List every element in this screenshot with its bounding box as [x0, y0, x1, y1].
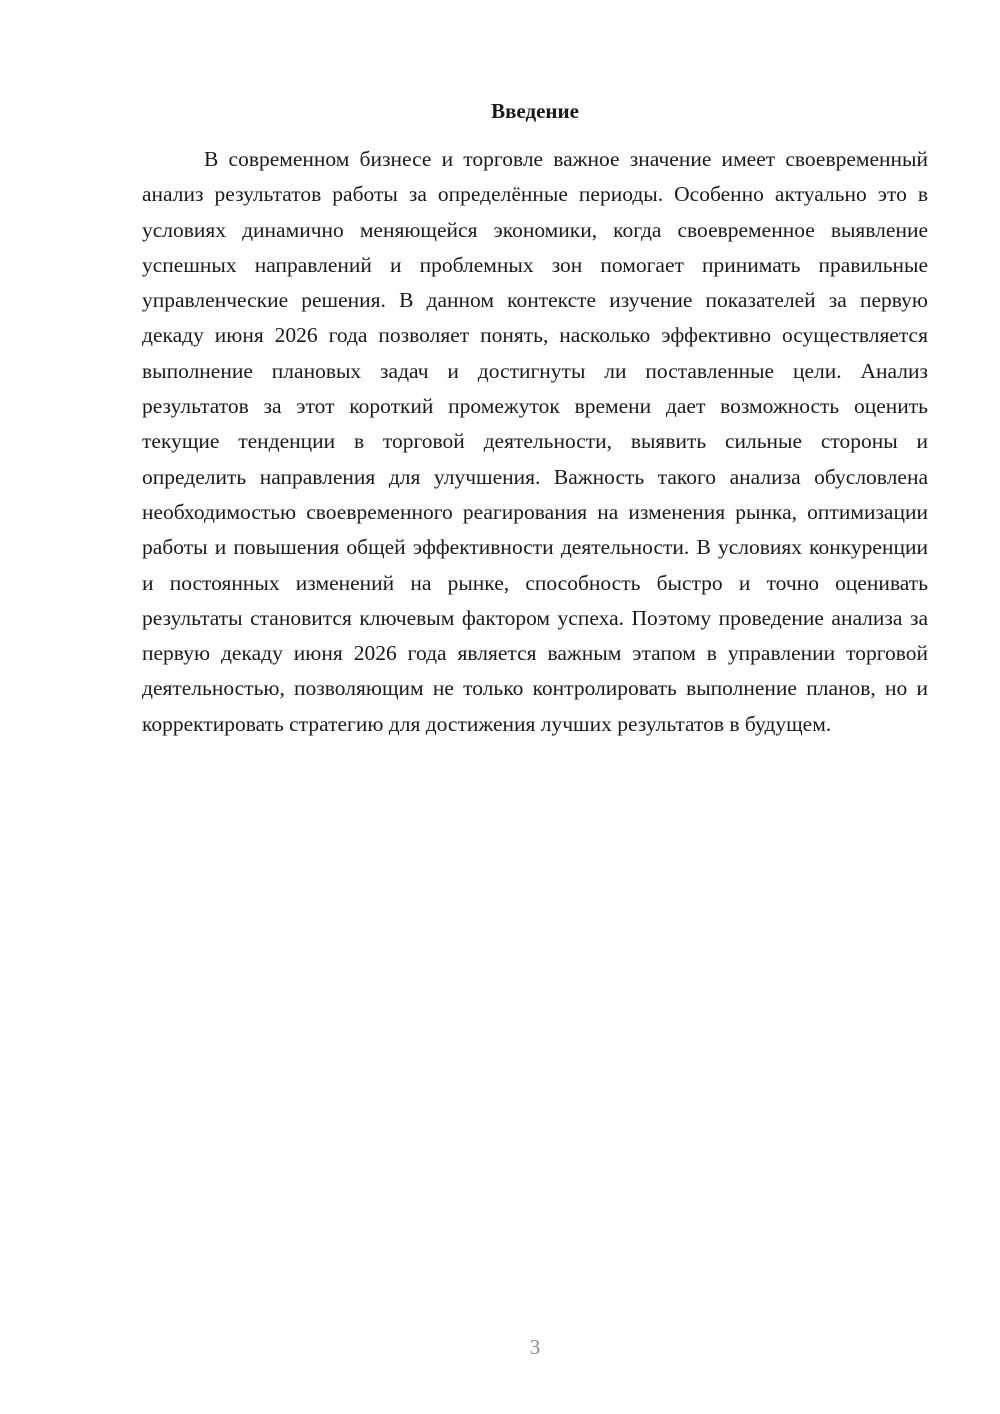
introduction-paragraph: В современном бизнесе и торговле важное значение имеет своевременный анализ результатов работы за определённые периоды. Особенно актуально это в условиях динамично меняющейся экономики, когда своевременное выявление успешных направлений и проблемных зон помогает принимать правильные управленческие решения. В данном контексте изучение показателей за первую декаду июня 2026 года позволяет понять, насколько эффективно осуществляется выполнение плановых задач и достигнуты ли поставленные цели. Анализ результатов за этот короткий промежуток времени дает возможность оценить текущие тенденции в торговой деятельности, выявить сильные стороны и определить направления для улучшения. Важность такого анализа обусловлена необходимостью своевременного реагирования на изменения рынка, оптимизации работы и повышения общей эффективности деятельности. В условиях конкуренции и постоянных изменений на рынке, способность быстро и точно оценивать результаты становится ключевым фактором успеха. Поэтому проведение анализа за первую декаду июня 2026 года является важным этапом в управлении торговой деятельностью, позволяющим не только контролировать выполнение планов, но и корректировать стратегию для достижения лучших результатов в будущем.: [142, 147, 928, 736]
page-number: 3: [529, 1335, 541, 1359]
section-heading: Введение: [491, 99, 579, 123]
